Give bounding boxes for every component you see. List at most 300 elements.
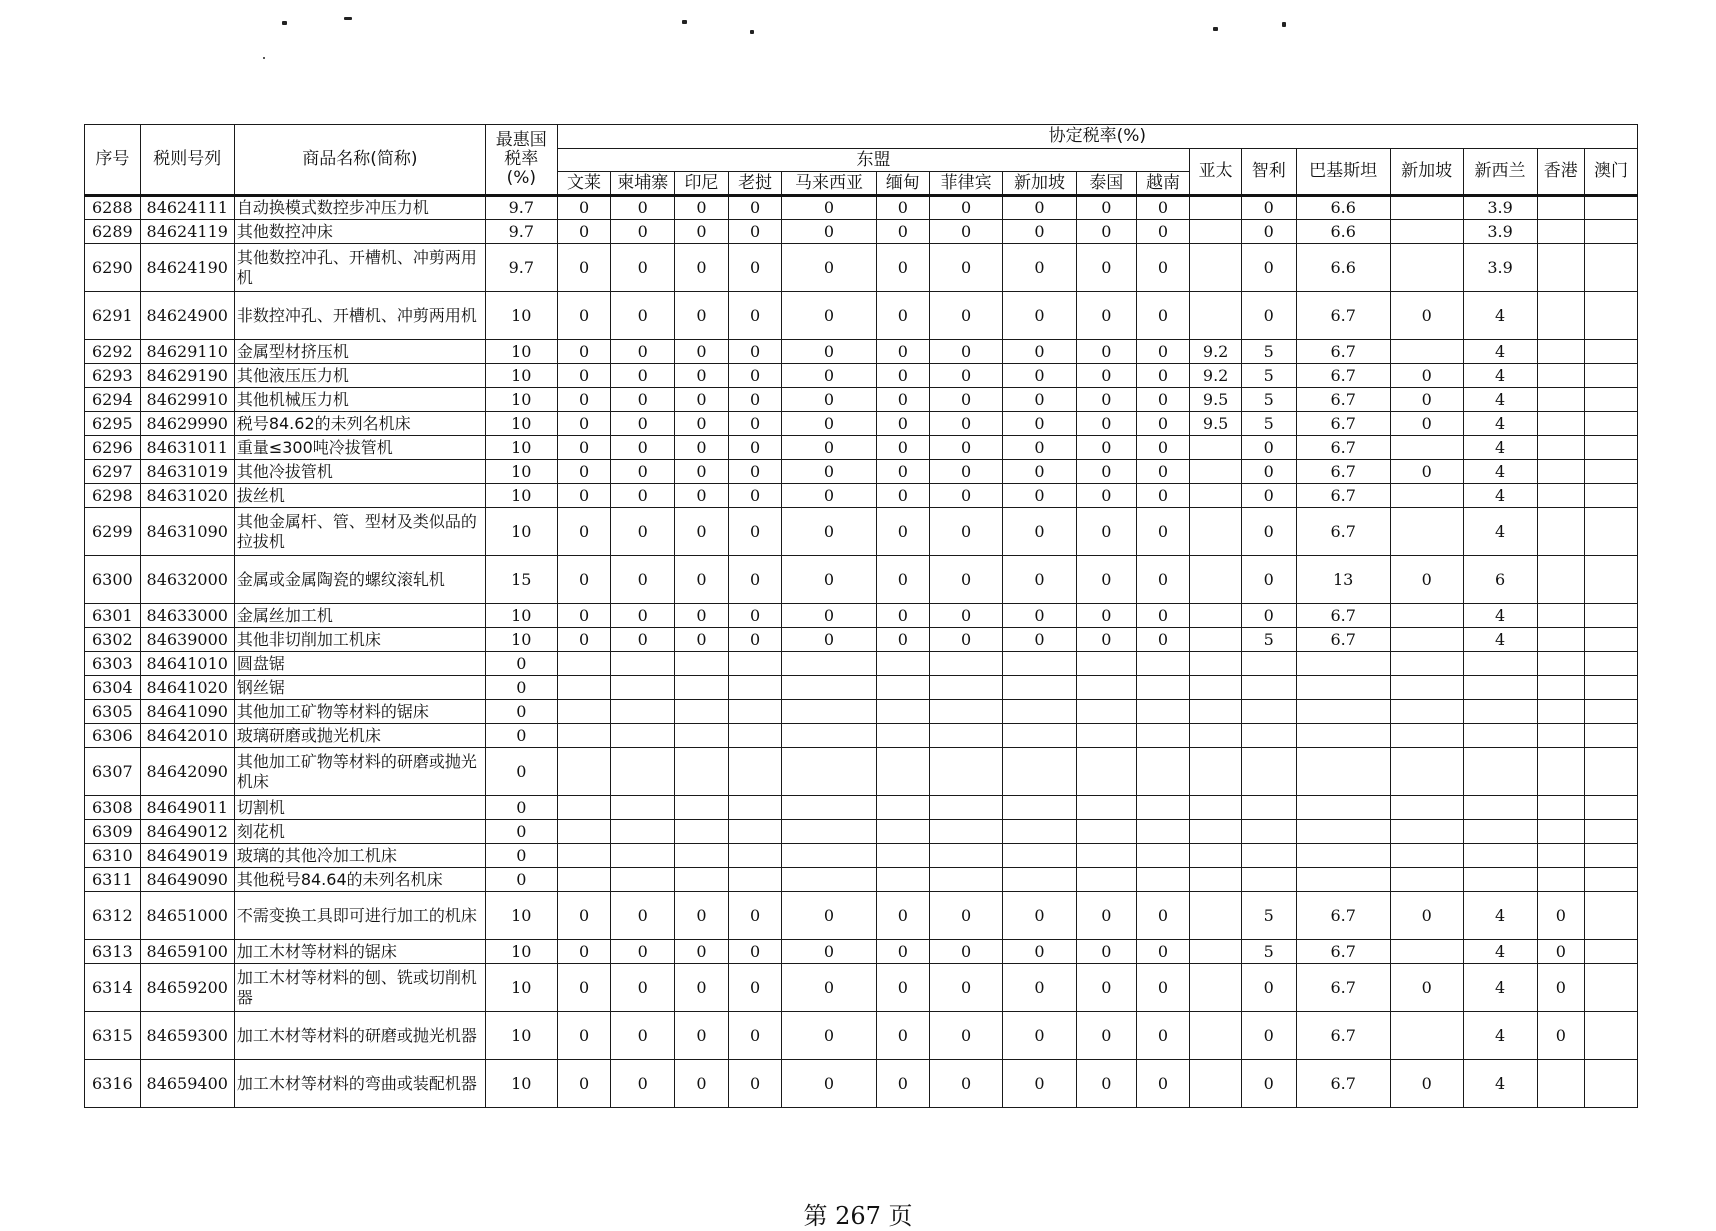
cell-agreement-rate: 4 bbox=[1463, 1012, 1537, 1060]
cell-asean-rate: 0 bbox=[675, 220, 729, 244]
cell-asean-rate bbox=[728, 868, 782, 892]
cell-asean-rate: 0 bbox=[876, 964, 930, 1012]
table-row bbox=[85, 844, 1638, 868]
cell-name: 其他加工矿物等材料的锯床 bbox=[234, 700, 485, 724]
cell-asean-rate bbox=[557, 796, 611, 820]
cell-asean-rate: 0 bbox=[1003, 412, 1077, 436]
cell-agreement-rate bbox=[1190, 868, 1242, 892]
cell-agreement-rate: 0 bbox=[1537, 940, 1585, 964]
cell-asean-rate: 0 bbox=[1076, 244, 1136, 292]
cell-code: 84624119 bbox=[140, 220, 234, 244]
cell-seq: 6297 bbox=[85, 460, 141, 484]
cell-agreement-rate: 6.7 bbox=[1296, 388, 1390, 412]
cell-code: 84641090 bbox=[140, 700, 234, 724]
cell-name: 自动换模式数控步冲压力机 bbox=[234, 196, 485, 220]
cell-asean-rate: 0 bbox=[876, 460, 930, 484]
cell-asean-rate: 0 bbox=[557, 508, 611, 556]
cell-asean-rate bbox=[557, 844, 611, 868]
cell-code: 84631011 bbox=[140, 436, 234, 460]
cell-agreement-rate bbox=[1537, 748, 1585, 796]
cell-asean-rate bbox=[1076, 844, 1136, 868]
cell-seq: 6291 bbox=[85, 292, 141, 340]
cell-asean-rate bbox=[1136, 652, 1190, 676]
header-singapore-fta: 新加坡 bbox=[1390, 149, 1463, 196]
cell-agreement-rate bbox=[1463, 868, 1537, 892]
cell-agreement-rate bbox=[1585, 820, 1638, 844]
cell-asean-rate: 0 bbox=[1076, 340, 1136, 364]
cell-asean-rate: 0 bbox=[1076, 292, 1136, 340]
cell-agreement-rate: 0 bbox=[1241, 508, 1296, 556]
cell-seq: 6300 bbox=[85, 556, 141, 604]
cell-asean-rate: 0 bbox=[728, 364, 782, 388]
table-row bbox=[85, 892, 1638, 940]
table-row bbox=[85, 700, 1638, 724]
cell-agreement-rate bbox=[1585, 412, 1638, 436]
cell-mfn: 10 bbox=[485, 604, 557, 628]
cell-asean-rate bbox=[611, 796, 675, 820]
cell-asean-rate: 0 bbox=[728, 460, 782, 484]
cell-asean-rate bbox=[1003, 868, 1077, 892]
cell-code: 84641020 bbox=[140, 676, 234, 700]
header-name: 商品名称(简称) bbox=[234, 125, 485, 196]
cell-asean-rate: 0 bbox=[1076, 220, 1136, 244]
cell-asean-rate: 0 bbox=[782, 220, 876, 244]
cell-agreement-rate: 6.7 bbox=[1296, 892, 1390, 940]
cell-agreement-rate: 0 bbox=[1537, 964, 1585, 1012]
cell-asean-rate bbox=[876, 748, 930, 796]
cell-asean-rate: 0 bbox=[876, 1060, 930, 1108]
cell-asean-rate bbox=[1136, 748, 1190, 796]
cell-mfn: 9.7 bbox=[485, 220, 557, 244]
cell-asean-rate: 0 bbox=[611, 244, 675, 292]
cell-agreement-rate bbox=[1241, 724, 1296, 748]
cell-agreement-rate: 6.7 bbox=[1296, 364, 1390, 388]
cell-mfn: 9.7 bbox=[485, 244, 557, 292]
cell-agreement-rate: 9.2 bbox=[1190, 340, 1242, 364]
cell-asean-rate: 0 bbox=[930, 604, 1003, 628]
cell-asean-rate: 0 bbox=[876, 436, 930, 460]
cell-asean-rate: 0 bbox=[611, 964, 675, 1012]
cell-asean-rate: 0 bbox=[930, 484, 1003, 508]
cell-asean-rate bbox=[1076, 796, 1136, 820]
cell-agreement-rate: 0 bbox=[1241, 484, 1296, 508]
cell-agreement-rate bbox=[1190, 796, 1242, 820]
cell-seq: 6312 bbox=[85, 892, 141, 940]
cell-asean-rate: 0 bbox=[930, 412, 1003, 436]
cell-agreement-rate bbox=[1585, 868, 1638, 892]
cell-agreement-rate: 0 bbox=[1241, 964, 1296, 1012]
cell-asean-rate: 0 bbox=[782, 964, 876, 1012]
cell-name: 玻璃的其他冷加工机床 bbox=[234, 844, 485, 868]
cell-asean-rate bbox=[1076, 676, 1136, 700]
cell-asean-rate: 0 bbox=[675, 292, 729, 340]
cell-asean-rate: 0 bbox=[876, 604, 930, 628]
cell-seq: 6314 bbox=[85, 964, 141, 1012]
cell-asean-rate bbox=[1003, 724, 1077, 748]
cell-asean-rate bbox=[611, 724, 675, 748]
cell-asean-rate bbox=[782, 844, 876, 868]
cell-agreement-rate bbox=[1190, 652, 1242, 676]
cell-agreement-rate bbox=[1390, 244, 1463, 292]
cell-agreement-rate bbox=[1390, 940, 1463, 964]
cell-mfn: 0 bbox=[485, 676, 557, 700]
cell-agreement-rate: 4 bbox=[1463, 628, 1537, 652]
cell-agreement-rate: 4 bbox=[1463, 436, 1537, 460]
cell-agreement-rate: 4 bbox=[1463, 364, 1537, 388]
cell-asean-rate: 0 bbox=[930, 940, 1003, 964]
cell-agreement-rate bbox=[1190, 196, 1242, 220]
cell-asean-rate: 0 bbox=[876, 244, 930, 292]
cell-agreement-rate bbox=[1190, 628, 1242, 652]
cell-mfn: 10 bbox=[485, 292, 557, 340]
cell-seq: 6315 bbox=[85, 1012, 141, 1060]
header-vietnam: 越南 bbox=[1136, 172, 1190, 196]
cell-agreement-rate: 0 bbox=[1390, 892, 1463, 940]
cell-asean-rate bbox=[728, 844, 782, 868]
table-row bbox=[85, 340, 1638, 364]
cell-code: 84659300 bbox=[140, 1012, 234, 1060]
cell-name: 刻花机 bbox=[234, 820, 485, 844]
cell-agreement-rate bbox=[1390, 220, 1463, 244]
cell-code: 84631090 bbox=[140, 508, 234, 556]
cell-name: 玻璃研磨或抛光机床 bbox=[234, 724, 485, 748]
cell-code: 84649090 bbox=[140, 868, 234, 892]
cell-asean-rate: 0 bbox=[782, 388, 876, 412]
cell-agreement-rate: 5 bbox=[1241, 340, 1296, 364]
cell-asean-rate: 0 bbox=[782, 508, 876, 556]
cell-asean-rate: 0 bbox=[782, 244, 876, 292]
cell-asean-rate: 0 bbox=[1003, 220, 1077, 244]
cell-asean-rate bbox=[1076, 652, 1136, 676]
cell-agreement-rate bbox=[1585, 748, 1638, 796]
cell-agreement-rate bbox=[1390, 724, 1463, 748]
cell-seq: 6294 bbox=[85, 388, 141, 412]
cell-agreement-rate bbox=[1585, 508, 1638, 556]
cell-asean-rate: 0 bbox=[1136, 1060, 1190, 1108]
cell-seq: 6311 bbox=[85, 868, 141, 892]
cell-asean-rate: 0 bbox=[611, 604, 675, 628]
cell-asean-rate: 0 bbox=[930, 460, 1003, 484]
cell-asean-rate: 0 bbox=[1076, 964, 1136, 1012]
header-thailand: 泰国 bbox=[1076, 172, 1136, 196]
cell-agreement-rate bbox=[1585, 892, 1638, 940]
cell-agreement-rate bbox=[1390, 676, 1463, 700]
cell-mfn: 0 bbox=[485, 652, 557, 676]
cell-asean-rate bbox=[782, 796, 876, 820]
cell-agreement-rate: 4 bbox=[1463, 892, 1537, 940]
cell-seq: 6306 bbox=[85, 724, 141, 748]
cell-asean-rate: 0 bbox=[1003, 628, 1077, 652]
cell-agreement-rate: 4 bbox=[1463, 388, 1537, 412]
cell-agreement-rate bbox=[1390, 340, 1463, 364]
cell-agreement-rate bbox=[1390, 1012, 1463, 1060]
cell-asean-rate bbox=[1003, 700, 1077, 724]
cell-asean-rate: 0 bbox=[782, 196, 876, 220]
cell-agreement-rate: 6.7 bbox=[1296, 940, 1390, 964]
cell-mfn: 10 bbox=[485, 964, 557, 1012]
table-row bbox=[85, 388, 1638, 412]
cell-seq: 6298 bbox=[85, 484, 141, 508]
cell-seq: 6316 bbox=[85, 1060, 141, 1108]
cell-asean-rate: 0 bbox=[611, 940, 675, 964]
cell-agreement-rate: 6.7 bbox=[1296, 460, 1390, 484]
cell-agreement-rate: 0 bbox=[1390, 388, 1463, 412]
cell-name: 非数控冲孔、开槽机、冲剪两用机 bbox=[234, 292, 485, 340]
cell-mfn: 10 bbox=[485, 412, 557, 436]
cell-agreement-rate: 13 bbox=[1296, 556, 1390, 604]
cell-asean-rate bbox=[930, 796, 1003, 820]
cell-agreement-rate: 4 bbox=[1463, 460, 1537, 484]
cell-asean-rate bbox=[782, 676, 876, 700]
cell-agreement-rate bbox=[1585, 556, 1638, 604]
cell-seq: 6290 bbox=[85, 244, 141, 292]
cell-agreement-rate bbox=[1390, 196, 1463, 220]
cell-asean-rate: 0 bbox=[728, 1012, 782, 1060]
cell-asean-rate: 0 bbox=[611, 460, 675, 484]
table-row bbox=[85, 748, 1638, 796]
header-indonesia: 印尼 bbox=[675, 172, 729, 196]
cell-asean-rate: 0 bbox=[930, 244, 1003, 292]
cell-asean-rate: 0 bbox=[728, 1060, 782, 1108]
cell-name: 重量≤300吨冷拔管机 bbox=[234, 436, 485, 460]
cell-name: 切割机 bbox=[234, 796, 485, 820]
cell-asean-rate: 0 bbox=[728, 556, 782, 604]
cell-asean-rate: 0 bbox=[1076, 196, 1136, 220]
cell-name: 金属型材挤压机 bbox=[234, 340, 485, 364]
cell-asean-rate: 0 bbox=[557, 436, 611, 460]
cell-agreement-rate bbox=[1537, 820, 1585, 844]
cell-asean-rate: 0 bbox=[611, 220, 675, 244]
cell-agreement-rate bbox=[1296, 820, 1390, 844]
header-agreement: 协定税率(%) bbox=[557, 125, 1637, 149]
cell-asean-rate: 0 bbox=[1136, 292, 1190, 340]
cell-agreement-rate: 5 bbox=[1241, 412, 1296, 436]
cell-agreement-rate bbox=[1190, 436, 1242, 460]
cell-asean-rate: 0 bbox=[1136, 940, 1190, 964]
cell-asean-rate: 0 bbox=[557, 1060, 611, 1108]
cell-asean-rate bbox=[728, 700, 782, 724]
cell-code: 84659400 bbox=[140, 1060, 234, 1108]
cell-agreement-rate: 6.7 bbox=[1296, 484, 1390, 508]
cell-asean-rate: 0 bbox=[611, 292, 675, 340]
cell-agreement-rate bbox=[1537, 868, 1585, 892]
cell-seq: 6307 bbox=[85, 748, 141, 796]
table-row bbox=[85, 436, 1638, 460]
cell-asean-rate: 0 bbox=[557, 364, 611, 388]
cell-asean-rate bbox=[1136, 868, 1190, 892]
cell-asean-rate: 0 bbox=[557, 484, 611, 508]
cell-agreement-rate: 6.7 bbox=[1296, 508, 1390, 556]
cell-asean-rate: 0 bbox=[782, 364, 876, 388]
cell-agreement-rate bbox=[1537, 196, 1585, 220]
cell-seq: 6304 bbox=[85, 676, 141, 700]
cell-name: 其他数控冲孔、开槽机、冲剪两用机 bbox=[234, 244, 485, 292]
table-row bbox=[85, 676, 1638, 700]
cell-name: 加工木材等材料的研磨或抛光机器 bbox=[234, 1012, 485, 1060]
cell-asean-rate: 0 bbox=[557, 196, 611, 220]
cell-asean-rate: 0 bbox=[557, 892, 611, 940]
cell-asean-rate: 0 bbox=[611, 364, 675, 388]
cell-asean-rate bbox=[557, 700, 611, 724]
cell-asean-rate: 0 bbox=[611, 388, 675, 412]
cell-asean-rate bbox=[611, 700, 675, 724]
cell-agreement-rate bbox=[1537, 412, 1585, 436]
cell-asean-rate: 0 bbox=[1076, 436, 1136, 460]
table-row bbox=[85, 196, 1638, 220]
cell-agreement-rate bbox=[1585, 724, 1638, 748]
cell-agreement-rate bbox=[1190, 484, 1242, 508]
cell-agreement-rate bbox=[1537, 724, 1585, 748]
cell-asean-rate: 0 bbox=[876, 388, 930, 412]
cell-agreement-rate: 0 bbox=[1241, 1060, 1296, 1108]
cell-asean-rate: 0 bbox=[675, 628, 729, 652]
cell-asean-rate bbox=[876, 724, 930, 748]
cell-agreement-rate bbox=[1241, 868, 1296, 892]
cell-asean-rate: 0 bbox=[1076, 1060, 1136, 1108]
table-row bbox=[85, 1012, 1638, 1060]
cell-agreement-rate bbox=[1241, 748, 1296, 796]
cell-asean-rate: 0 bbox=[930, 508, 1003, 556]
cell-name: 加工木材等材料的锯床 bbox=[234, 940, 485, 964]
cell-agreement-rate bbox=[1585, 220, 1638, 244]
cell-agreement-rate: 6.7 bbox=[1296, 340, 1390, 364]
cell-asean-rate: 0 bbox=[782, 604, 876, 628]
cell-asean-rate: 0 bbox=[675, 388, 729, 412]
cell-asean-rate: 0 bbox=[557, 460, 611, 484]
cell-agreement-rate bbox=[1190, 556, 1242, 604]
cell-asean-rate: 0 bbox=[675, 1012, 729, 1060]
cell-asean-rate: 0 bbox=[930, 628, 1003, 652]
cell-mfn: 10 bbox=[485, 340, 557, 364]
cell-asean-rate: 0 bbox=[876, 340, 930, 364]
cell-name: 其他加工矿物等材料的研磨或抛光机床 bbox=[234, 748, 485, 796]
cell-asean-rate bbox=[1136, 676, 1190, 700]
cell-asean-rate: 0 bbox=[675, 460, 729, 484]
cell-asean-rate: 0 bbox=[782, 940, 876, 964]
cell-asean-rate bbox=[675, 676, 729, 700]
cell-name: 其他液压压力机 bbox=[234, 364, 485, 388]
cell-mfn: 0 bbox=[485, 700, 557, 724]
table-row bbox=[85, 484, 1638, 508]
cell-asean-rate bbox=[675, 796, 729, 820]
cell-agreement-rate: 0 bbox=[1241, 292, 1296, 340]
cell-agreement-rate: 4 bbox=[1463, 292, 1537, 340]
cell-agreement-rate: 6 bbox=[1463, 556, 1537, 604]
header-seq: 序号 bbox=[85, 125, 141, 196]
cell-agreement-rate bbox=[1537, 340, 1585, 364]
cell-agreement-rate bbox=[1190, 940, 1242, 964]
cell-asean-rate: 0 bbox=[1003, 340, 1077, 364]
header-cambodia: 柬埔寨 bbox=[611, 172, 675, 196]
cell-asean-rate bbox=[611, 868, 675, 892]
cell-agreement-rate bbox=[1585, 628, 1638, 652]
cell-asean-rate: 0 bbox=[675, 892, 729, 940]
cell-code: 84632000 bbox=[140, 556, 234, 604]
cell-asean-rate bbox=[728, 724, 782, 748]
cell-asean-rate: 0 bbox=[728, 292, 782, 340]
cell-asean-rate bbox=[611, 748, 675, 796]
cell-asean-rate: 0 bbox=[675, 244, 729, 292]
cell-agreement-rate bbox=[1585, 676, 1638, 700]
cell-mfn: 10 bbox=[485, 1060, 557, 1108]
cell-agreement-rate bbox=[1585, 796, 1638, 820]
cell-agreement-rate: 0 bbox=[1390, 412, 1463, 436]
cell-name: 加工木材等材料的弯曲或装配机器 bbox=[234, 1060, 485, 1108]
cell-agreement-rate bbox=[1296, 868, 1390, 892]
cell-asean-rate bbox=[782, 868, 876, 892]
cell-seq: 6313 bbox=[85, 940, 141, 964]
cell-asean-rate: 0 bbox=[675, 412, 729, 436]
cell-agreement-rate bbox=[1585, 1060, 1638, 1108]
cell-agreement-rate: 6.7 bbox=[1296, 628, 1390, 652]
cell-agreement-rate: 4 bbox=[1463, 964, 1537, 1012]
cell-asean-rate: 0 bbox=[1136, 892, 1190, 940]
cell-code: 84631020 bbox=[140, 484, 234, 508]
cell-asean-rate bbox=[782, 652, 876, 676]
cell-asean-rate: 0 bbox=[728, 604, 782, 628]
cell-asean-rate bbox=[782, 700, 876, 724]
cell-asean-rate: 0 bbox=[782, 1012, 876, 1060]
cell-agreement-rate bbox=[1537, 508, 1585, 556]
table-row bbox=[85, 820, 1638, 844]
cell-asean-rate: 0 bbox=[611, 1060, 675, 1108]
cell-code: 84629190 bbox=[140, 364, 234, 388]
cell-asean-rate: 0 bbox=[728, 220, 782, 244]
cell-asean-rate: 0 bbox=[782, 460, 876, 484]
cell-asean-rate: 0 bbox=[728, 412, 782, 436]
cell-agreement-rate: 0 bbox=[1241, 196, 1296, 220]
cell-agreement-rate bbox=[1537, 796, 1585, 820]
cell-mfn: 10 bbox=[485, 1012, 557, 1060]
cell-agreement-rate bbox=[1585, 604, 1638, 628]
cell-asean-rate bbox=[930, 820, 1003, 844]
cell-agreement-rate bbox=[1585, 196, 1638, 220]
cell-agreement-rate: 4 bbox=[1463, 508, 1537, 556]
cell-asean-rate: 0 bbox=[675, 340, 729, 364]
cell-agreement-rate bbox=[1585, 940, 1638, 964]
cell-agreement-rate: 0 bbox=[1390, 964, 1463, 1012]
cell-code: 84642090 bbox=[140, 748, 234, 796]
cell-asean-rate bbox=[1003, 820, 1077, 844]
cell-agreement-rate bbox=[1537, 436, 1585, 460]
cell-name: 其他非切削加工机床 bbox=[234, 628, 485, 652]
cell-agreement-rate: 5 bbox=[1241, 892, 1296, 940]
cell-agreement-rate: 6.6 bbox=[1296, 244, 1390, 292]
cell-asean-rate: 0 bbox=[876, 220, 930, 244]
cell-asean-rate: 0 bbox=[611, 436, 675, 460]
table-row bbox=[85, 628, 1638, 652]
cell-asean-rate: 0 bbox=[930, 556, 1003, 604]
cell-code: 84629110 bbox=[140, 340, 234, 364]
cell-asean-rate bbox=[1003, 652, 1077, 676]
cell-agreement-rate bbox=[1190, 964, 1242, 1012]
cell-asean-rate bbox=[728, 820, 782, 844]
cell-agreement-rate: 0 bbox=[1241, 460, 1296, 484]
cell-asean-rate: 0 bbox=[557, 1012, 611, 1060]
cell-agreement-rate bbox=[1537, 676, 1585, 700]
table-row bbox=[85, 412, 1638, 436]
cell-mfn: 0 bbox=[485, 820, 557, 844]
cell-asean-rate: 0 bbox=[782, 556, 876, 604]
table-row bbox=[85, 364, 1638, 388]
cell-name: 其他金属杆、管、型材及类似品的拉拔机 bbox=[234, 508, 485, 556]
cell-agreement-rate: 3.9 bbox=[1463, 196, 1537, 220]
cell-asean-rate bbox=[876, 796, 930, 820]
cell-asean-rate: 0 bbox=[1076, 484, 1136, 508]
cell-asean-rate: 0 bbox=[675, 364, 729, 388]
cell-asean-rate: 0 bbox=[557, 604, 611, 628]
cell-name: 金属或金属陶瓷的螺纹滚轧机 bbox=[234, 556, 485, 604]
